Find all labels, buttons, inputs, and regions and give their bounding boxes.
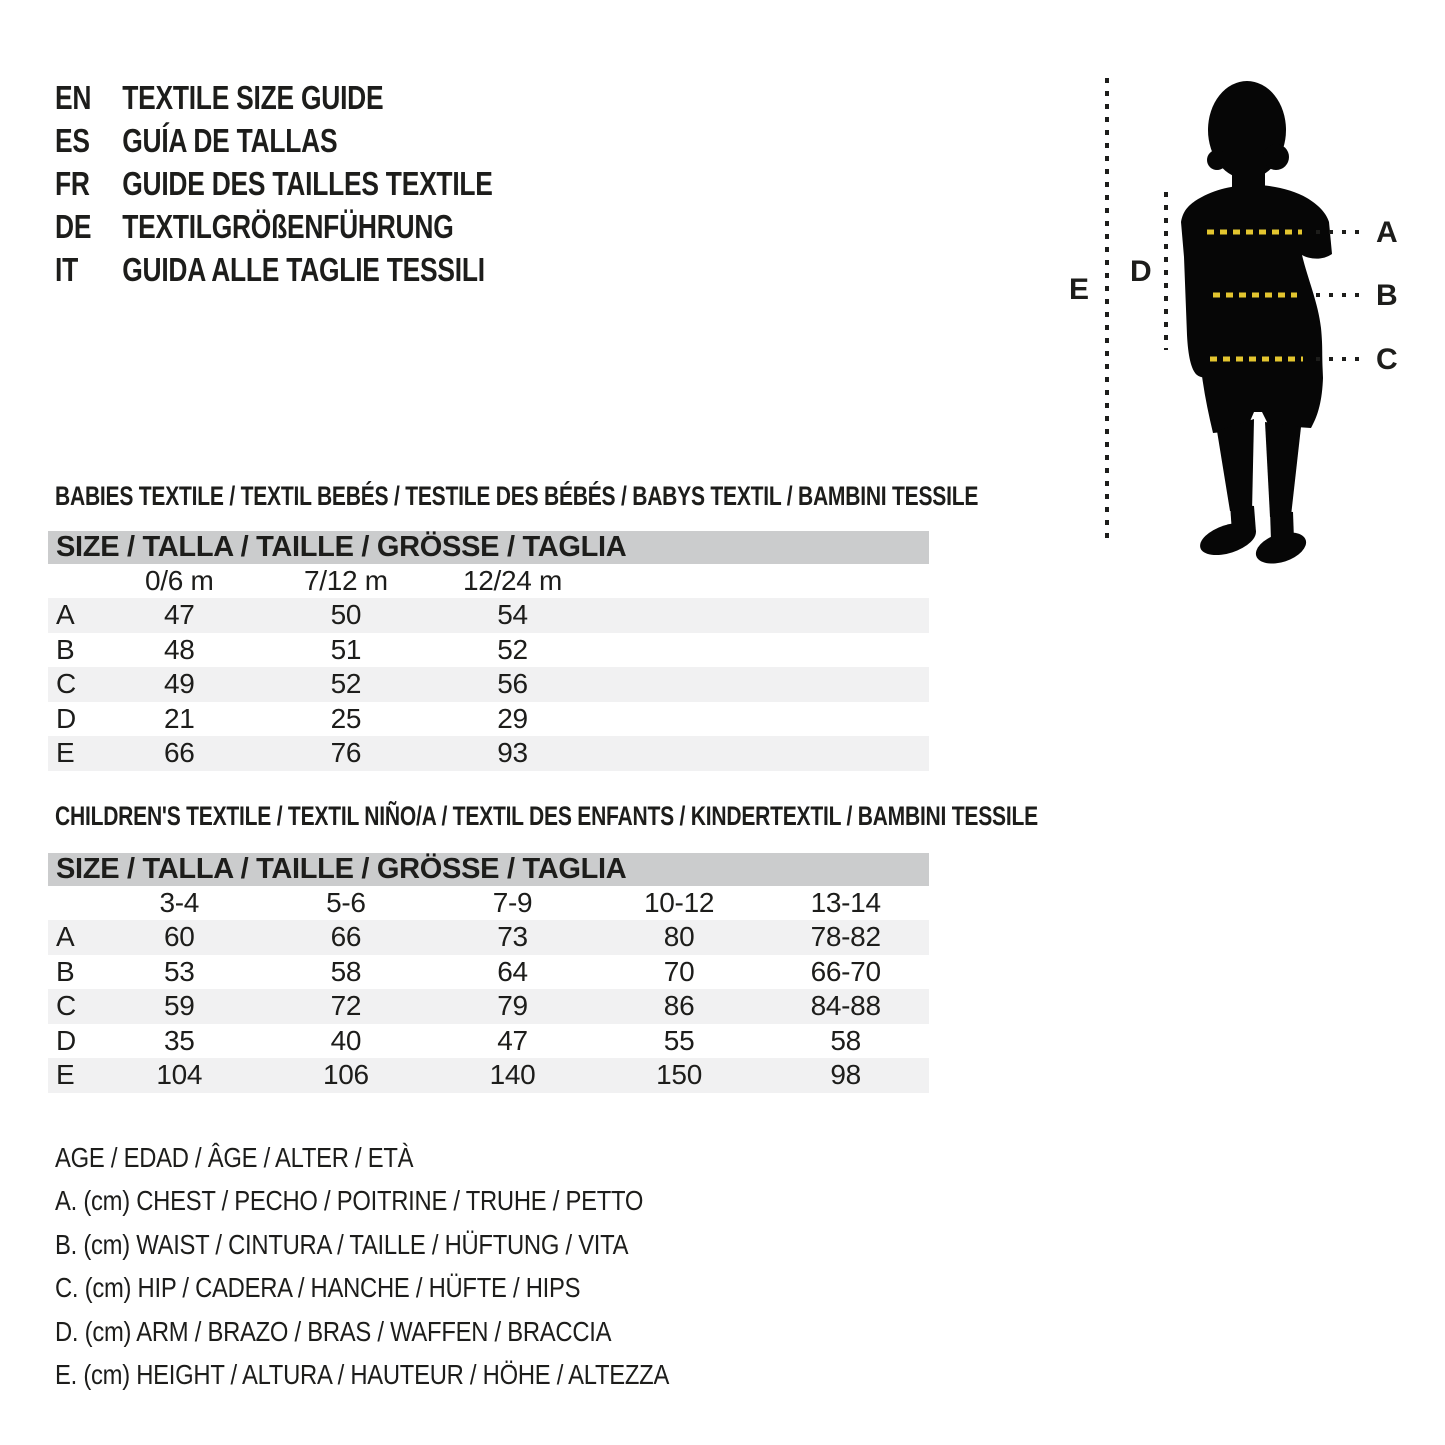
lang-title-it: GUIDA ALLE TAGLIE TESSILI <box>122 250 485 288</box>
figure-label-e: E <box>1069 273 1089 306</box>
children-size-table <box>48 853 929 1093</box>
babies-section-title: BABIES TEXTILE / TEXTIL BEBÉS / TESTILE DES BÉBÉS / BABYS TEXTIL / BAMBINI TESSILE <box>55 481 979 511</box>
legend-hip: C. (cm) HIP / CADERA / HANCHE / HÜFTE / HIPS <box>55 1272 581 1304</box>
children-col-10-12: 10-12 <box>644 887 715 918</box>
babies-row-c: C 49 52 56 <box>48 667 929 702</box>
legend-chest: A. (cm) CHEST / PECHO / POITRINE / TRUHE / PETTO <box>55 1185 644 1217</box>
children-row-d: D 35 40 47 55 58 <box>56 1024 861 1056</box>
lang-code-fr: FR <box>55 164 90 202</box>
measurement-figure <box>1050 60 1445 605</box>
lang-title-en: TEXTILE SIZE GUIDE <box>122 78 384 116</box>
babies-row-d: D 21 25 29 <box>56 702 528 734</box>
children-row-c: C 59 72 79 86 84-88 <box>48 989 929 1024</box>
lang-title-fr: GUIDE DES TAILLES TEXTILE <box>122 164 493 202</box>
children-column-header-row <box>48 886 929 920</box>
babies-row-b: B 48 51 52 <box>56 633 528 665</box>
children-col-7-9: 7-9 <box>492 887 533 918</box>
children-row-b: B 53 58 64 70 66-70 <box>56 955 881 987</box>
legend-arm: D. (cm) ARM / BRAZO / BRAS / WAFFEN / BRACCIA <box>55 1315 612 1347</box>
lang-row-it <box>55 248 493 291</box>
babies-col-12-24m: 12/24 m <box>462 565 563 596</box>
lang-row-es <box>55 119 493 162</box>
lang-code-de: DE <box>55 207 92 245</box>
lang-row-en <box>55 76 493 119</box>
children-row-e: E 104 106 140 150 98 <box>48 1058 929 1093</box>
lang-code-es: ES <box>55 121 90 159</box>
children-size-header-bar <box>48 853 929 886</box>
legend-age: AGE / EDAD / ÂGE / ALTER / ETÀ <box>55 1141 414 1173</box>
babies-row-e: E 66 76 93 <box>48 736 929 771</box>
figure-label-c: C <box>1376 343 1398 376</box>
babies-size-table <box>48 531 929 771</box>
lang-code-it: IT <box>55 250 78 288</box>
babies-column-header-row <box>48 564 929 598</box>
figure-label-b: B <box>1376 279 1398 312</box>
figure-label-d: D <box>1130 255 1152 288</box>
measurement-figure-svg <box>1050 60 1445 605</box>
babies-col-7-12m: 7/12 m <box>303 565 388 596</box>
children-col-3-4: 3-4 <box>159 887 200 918</box>
measurement-legend <box>55 1136 777 1397</box>
babies-size-header-text: SIZE / TALLA / TAILLE / GRÖSSE / TAGLIA <box>56 531 627 563</box>
lang-title-de: TEXTILGRÖßENFÜHRUNG <box>122 207 454 245</box>
children-row-a: A 60 66 73 80 78-82 <box>48 920 929 955</box>
lang-code-en: EN <box>55 78 92 116</box>
lang-title-es: GUÍA DE TALLAS <box>122 121 338 159</box>
children-size-header-text: SIZE / TALLA / TAILLE / GRÖSSE / TAGLIA <box>56 853 627 885</box>
children-col-5-6: 5-6 <box>326 887 366 918</box>
lang-row-fr <box>55 162 493 205</box>
language-title-block <box>55 76 602 291</box>
children-col-13-14: 13-14 <box>810 887 881 918</box>
lang-row-de <box>55 205 493 248</box>
babies-col-0-6m: 0/6 m <box>145 565 214 596</box>
children-section-title: CHILDREN'S TEXTILE / TEXTIL NIÑO/A / TEXTIL DES ENFANTS / KINDERTEXTIL / BAMBINI TESSILE <box>55 801 1038 831</box>
babies-size-header-bar <box>48 531 929 564</box>
figure-label-a: A <box>1376 216 1398 249</box>
babies-row-a: A 47 50 54 <box>48 598 929 633</box>
legend-waist: B. (cm) WAIST / CINTURA / TAILLE / HÜFTUNG / VITA <box>55 1228 629 1260</box>
legend-height: E. (cm) HEIGHT / ALTURA / HAUTEUR / HÖHE / ALTEZZA <box>55 1359 670 1391</box>
